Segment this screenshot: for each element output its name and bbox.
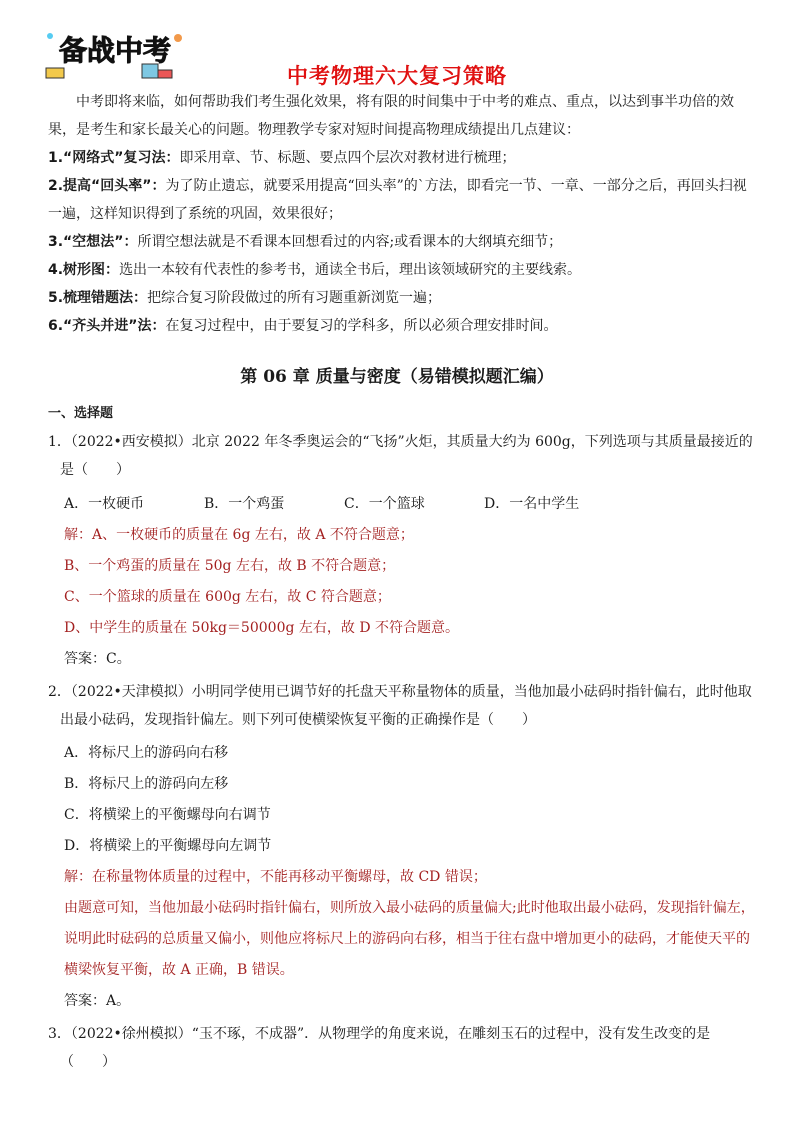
option-c: C．一个篮球: [344, 496, 425, 512]
solution-line: 由题意可知，当他加最小砝码时指针偏右，则所放入最小砝码的质量偏大;此时他取出最小砝码，发现指针偏左，说明此时砝码的总质量又偏小，则他应将标尺上的游码向右移，相当于往右盘中增加更小的砝码，才能使天平的横梁恢复平衡，故 A 正确，B 错误。: [64, 900, 755, 978]
strategy-heading: 3.“空想法”：: [48, 234, 138, 250]
strategy-heading: 4.树形图：: [48, 262, 120, 278]
question-2: [48, 678, 758, 1017]
strategy-item: [48, 228, 748, 256]
option-a: A．一枚硬币: [64, 496, 145, 512]
strategy-heading: 2.提高“回头率”：: [48, 178, 166, 194]
strategy-text: 选出一本较有代表性的参考书，通读全书后，理出该领域研究的主要线索。: [119, 262, 582, 278]
strategy-item: [48, 284, 748, 312]
question-1: [48, 428, 758, 675]
option-b: B．一个鸡蛋: [204, 496, 285, 512]
question-3: [48, 1020, 758, 1076]
option-list: [48, 738, 758, 862]
option-c: C．将横梁上的平衡螺母向右调节: [64, 807, 271, 823]
question-stem: 1．（2022•西安模拟）北京 2022 年冬季奥运会的“飞扬”火炬，其质量大约为 600g，下列选项与其质量最接近的是（ ）: [48, 434, 753, 478]
option-d: D．将横梁上的平衡螺母向左调节: [64, 838, 272, 854]
solution-line: 解：在称量物体质量的过程中，不能再移动平衡螺母，故 CD 错误；: [64, 869, 487, 885]
strategy-item: [48, 256, 748, 284]
page-title: 中考物理六大复习策略: [287, 64, 507, 88]
solution-line: B、一个鸡蛋的质量在 50g 左右，故 B 不符合题意；: [64, 558, 396, 574]
solution: [48, 520, 758, 644]
section-title: 一、选择题: [48, 406, 114, 421]
strategy-item: [48, 144, 748, 172]
question-stem: 3．（2022•徐州模拟）“玉不琢，不成器”．从物理学的角度来说，在雕刻玉石的过程中，没有发生改变的是（ ）: [48, 1026, 711, 1070]
strategy-heading: 6.“齐头并进”法：: [48, 318, 166, 334]
answer: 答案：A。: [64, 993, 131, 1009]
strategy-item: [48, 312, 748, 340]
question-stem: 2．（2022•天津模拟）小明同学使用已调节好的托盘天平称量物体的质量，当他加最小砝码时指针偏右，此时他取出最小砝码，发现指针偏左。则下列可使横梁恢复平衡的正确操作是（ ）: [48, 684, 752, 728]
strategy-heading: 1.“网络式”复习法：: [48, 150, 180, 166]
strategy-text: 所谓空想法就是不看课本回想看过的内容;或看课本的大纲填充细节；: [137, 234, 563, 250]
solution-line: D、中学生的质量在 50kg＝50000g 左右，故 D 不符合题意。: [64, 620, 460, 636]
strategy-item: [48, 172, 748, 228]
intro-paragraph: 中考即将来临，如何帮助我们考生强化效果，将有限的时间集中于中考的难点、重点，以达到事半功倍的效果，是考生和家长最关心的问题。物理教学专家对短时间提高物理成绩提出几点建议：: [48, 94, 734, 138]
option-row: [48, 490, 758, 518]
chapter-title: 第 06 章 质量与密度（易错模拟题汇编）: [240, 367, 554, 387]
strategy-text: 把综合复习阶段做过的所有习题重新浏览一遍；: [147, 290, 442, 306]
option-a: A．将标尺上的游码向右移: [64, 745, 229, 761]
strategy-text: 为了防止遗忘，就要采用提高“回头率”的`方法，即看完一节、一章、一部分之后，再回头扫视一遍，这样知识得到了系统的巩固，效果很好；: [48, 178, 747, 222]
logo-text: 备战中考: [58, 34, 172, 67]
strategy-heading: 5.梳理错题法：: [48, 290, 148, 306]
solution-line: C、一个篮球的质量在 600g 左右，故 C 符合题意；: [64, 589, 391, 605]
strategy-list: [48, 144, 748, 340]
option-b: B．将标尺上的游码向左移: [64, 776, 229, 792]
answer: 答案：C。: [64, 651, 131, 667]
strategy-text: 在复习过程中，由于要复习的学科多，所以必须合理安排时间。: [165, 318, 558, 334]
strategy-text: 即采用章、节、标题、要点四个层次对教材进行梳理；: [179, 150, 516, 166]
solution-line: 解：A、一枚硬币的质量在 6g 左右，故 A 不符合题意；: [64, 527, 414, 543]
option-d: D．一名中学生: [484, 496, 580, 512]
solution: [48, 862, 758, 986]
